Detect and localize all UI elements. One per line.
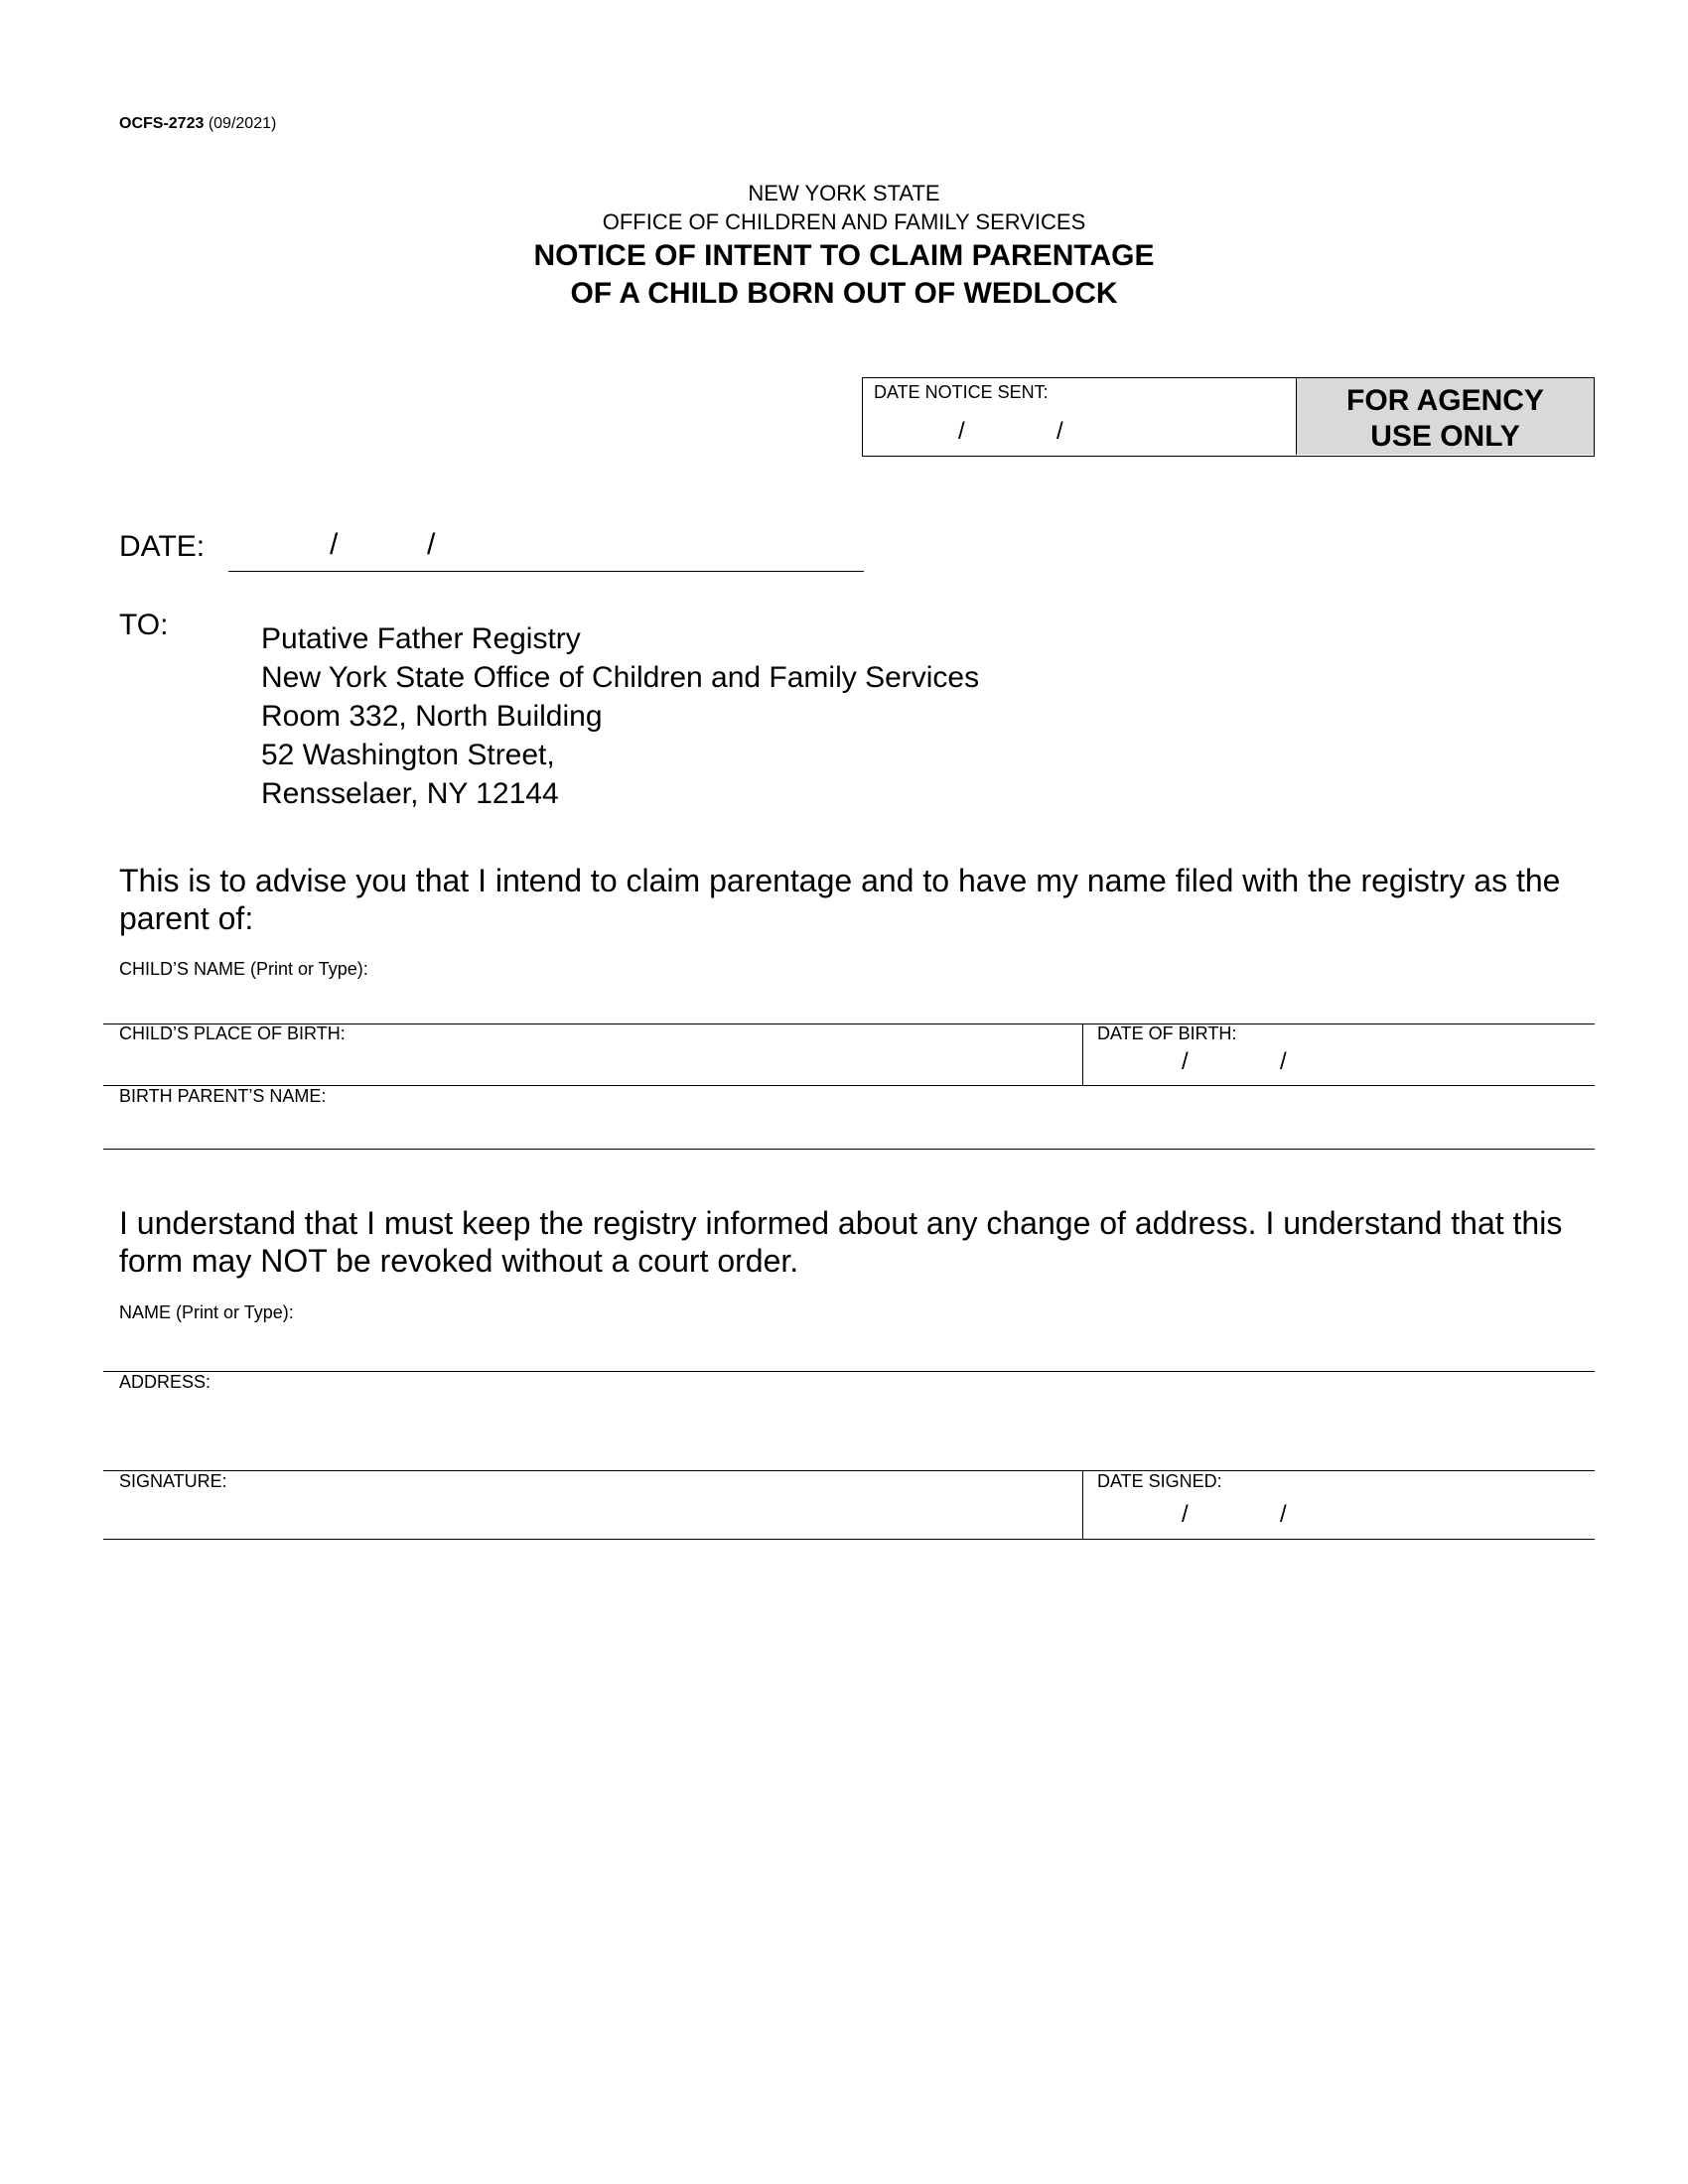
header-office: OFFICE OF CHILDREN AND FAMILY SERVICES xyxy=(602,209,1086,234)
date-of-birth-field[interactable] xyxy=(1084,1047,1595,1084)
to-label: TO: xyxy=(119,609,169,641)
childs-name-label: CHILD’S NAME (Print or Type): xyxy=(119,959,368,979)
divider xyxy=(103,1470,1595,1471)
divider xyxy=(1082,1024,1083,1086)
childs-name-field[interactable] xyxy=(103,983,1595,1023)
date-slash: / xyxy=(427,528,436,561)
divider xyxy=(103,1371,1595,1372)
address-line: Room 332, North Building xyxy=(261,700,603,733)
form-number-date: (09/2021) xyxy=(208,115,277,132)
divider xyxy=(103,1085,1595,1086)
form-number xyxy=(119,115,276,133)
date-slash: / xyxy=(1056,418,1063,445)
signature-label: SIGNATURE: xyxy=(119,1471,227,1491)
recipient-address xyxy=(261,619,979,813)
divider xyxy=(1082,1470,1083,1540)
birth-parents-name-field[interactable] xyxy=(103,1110,1595,1148)
date-slash: / xyxy=(1280,1501,1287,1528)
childs-place-of-birth-label: CHILD’S PLACE OF BIRTH: xyxy=(119,1024,346,1043)
address-line: Putative Father Registry xyxy=(261,622,581,655)
date-slash: / xyxy=(1182,1501,1189,1528)
divider xyxy=(103,1149,1595,1150)
name-field[interactable] xyxy=(103,1326,1595,1370)
name-label: NAME (Print or Type): xyxy=(119,1302,294,1322)
date-notice-sent-field[interactable] xyxy=(863,378,1297,455)
date-slash: / xyxy=(330,528,339,561)
date-label: DATE: xyxy=(119,530,206,563)
date-signed-field[interactable] xyxy=(1084,1495,1595,1539)
birth-parents-name-label: BIRTH PARENT’S NAME: xyxy=(119,1086,327,1106)
signature-field[interactable] xyxy=(103,1495,1082,1539)
date-of-birth-label: DATE OF BIRTH: xyxy=(1097,1024,1237,1043)
date-slash: / xyxy=(1280,1048,1287,1075)
intent-statement: This is to advise you that I intend to claim parentage and to have my name filed with the registry as the parent of: xyxy=(119,863,1561,936)
acknowledgement-statement: I understand that I must keep the registry informed about any change of address. I understand that this form may NOT be revoked without a court order. xyxy=(119,1205,1563,1279)
page-title-line2: OF A CHILD BORN OUT OF WEDLOCK xyxy=(570,277,1118,310)
for-agency-use-only xyxy=(1297,378,1594,455)
form-number-code: OCFS-2723 xyxy=(119,115,205,132)
for-agency-line2: USE ONLY xyxy=(1370,420,1520,453)
address-line: 52 Washington Street, xyxy=(261,739,555,771)
address-field[interactable] xyxy=(103,1396,1595,1469)
date-signed-label: DATE SIGNED: xyxy=(1097,1471,1222,1491)
page-title-line1: NOTICE OF INTENT TO CLAIM PARENTAGE xyxy=(533,239,1155,272)
address-line: Rensselaer, NY 12144 xyxy=(261,777,559,810)
address-label: ADDRESS: xyxy=(119,1372,211,1392)
childs-place-of-birth-field[interactable] xyxy=(103,1047,1082,1082)
for-agency-line1: FOR AGENCY xyxy=(1346,384,1544,417)
address-line: New York State Office of Children and Family Services xyxy=(261,661,980,694)
date-slash: / xyxy=(1182,1048,1189,1075)
divider xyxy=(103,1539,1595,1540)
date-slash: / xyxy=(958,418,965,445)
header-state: NEW YORK STATE xyxy=(748,181,940,205)
agency-use-box xyxy=(862,377,1595,457)
date-notice-sent-label: DATE NOTICE SENT: xyxy=(874,382,1049,402)
date-field[interactable] xyxy=(228,571,864,572)
